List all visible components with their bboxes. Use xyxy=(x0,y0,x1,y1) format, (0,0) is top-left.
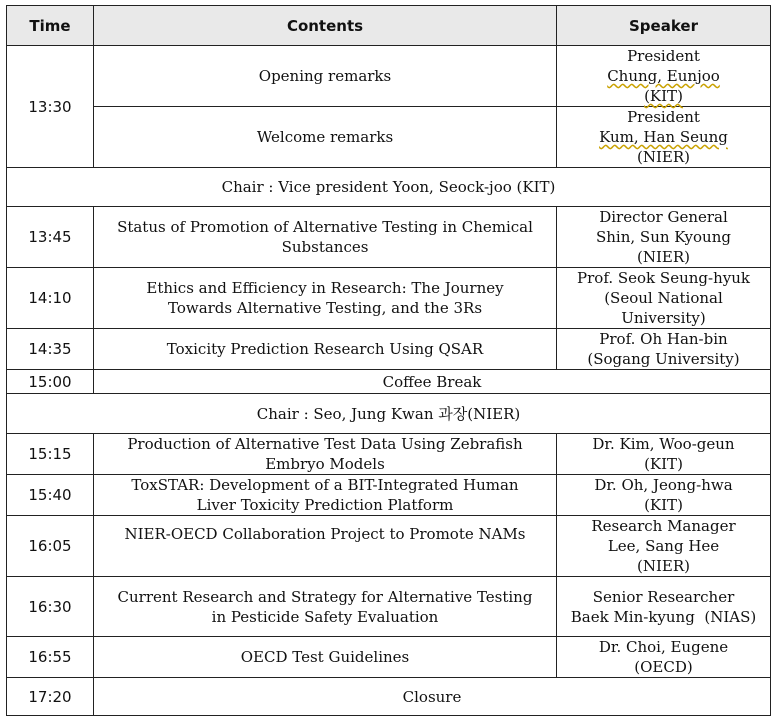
contents-line: Liver Toxicity Prediction Platform xyxy=(196,496,454,514)
table-row xyxy=(7,475,771,516)
contents-cell: Welcome remarks xyxy=(94,107,557,168)
table-row xyxy=(7,434,771,475)
speaker-affiliation: (Seoul National xyxy=(604,289,723,307)
chair-cell: Chair : Vice president Yoon, Seock-joo (KIT) xyxy=(7,168,771,207)
contents-line: Status of Promotion of Alternative Testing in Chemical xyxy=(117,218,533,236)
speaker-title: Senior Researcher xyxy=(592,587,735,606)
speaker-name: Lee, Sang Hee xyxy=(607,537,720,555)
speaker-cell xyxy=(557,516,771,577)
speaker-cell xyxy=(557,475,771,516)
chair-cell: Chair : Seo, Jung Kwan 과장(NIER) xyxy=(7,394,771,434)
contents-cell xyxy=(94,207,557,268)
speaker-cell xyxy=(557,329,771,370)
time-cell: 14:10 xyxy=(7,268,94,329)
speaker-affiliation: (OECD) xyxy=(634,658,693,676)
speaker-name: Chung, Eunjoo xyxy=(607,67,720,85)
speaker-affiliation: University) xyxy=(621,309,706,327)
speaker-cell xyxy=(557,434,771,475)
contents-cell: Closure xyxy=(94,678,771,716)
speaker-title: President xyxy=(627,47,700,65)
table-row xyxy=(7,268,771,329)
contents-cell: OECD Test Guidelines xyxy=(94,637,557,678)
time-cell: 14:35 xyxy=(7,329,94,370)
speaker-affiliation: (KIT) xyxy=(644,87,683,105)
table-row xyxy=(7,370,771,394)
contents-cell: Opening remarks xyxy=(94,46,557,107)
table-row xyxy=(7,329,771,370)
speaker-cell xyxy=(557,637,771,678)
speaker-affiliation: (KIT) xyxy=(644,496,683,514)
speaker-name: Prof. Seok Seung-hyuk xyxy=(577,269,750,287)
time-cell: 13:30 xyxy=(7,46,94,168)
speaker-affiliation: (NIER) xyxy=(637,248,690,266)
time-cell: 17:20 xyxy=(7,678,94,716)
speaker-cell xyxy=(557,207,771,268)
contents-cell xyxy=(94,475,557,516)
time-cell: 16:05 xyxy=(7,516,94,577)
program-table xyxy=(6,5,771,716)
time-cell: 16:55 xyxy=(7,637,94,678)
chair-row xyxy=(7,394,771,434)
speaker-name: Dr. Oh, Jeong-hwa xyxy=(594,476,733,494)
speaker-title: Director General xyxy=(599,208,728,226)
speaker-cell xyxy=(557,268,771,329)
table-row xyxy=(7,678,771,716)
contents-line: Embryo Models xyxy=(265,455,385,473)
table-row xyxy=(7,516,771,577)
contents-cell xyxy=(94,434,557,475)
contents-cell xyxy=(94,577,557,637)
contents-cell: NIER-OECD Collaboration Project to Promote NAMs xyxy=(94,516,557,577)
time-cell: 15:00 xyxy=(7,370,94,394)
time-cell: 15:40 xyxy=(7,475,94,516)
chair-row xyxy=(7,168,771,207)
speaker-affiliation: (Sogang University) xyxy=(587,350,740,368)
contents-cell xyxy=(94,268,557,329)
speaker-title: Research Manager xyxy=(591,517,736,535)
contents-cell: Toxicity Prediction Research Using QSAR xyxy=(94,329,557,370)
contents-line: ToxSTAR: Development of a BIT-Integrated Human xyxy=(131,476,519,494)
time-cell: 16:30 xyxy=(7,577,94,637)
header-time: Time xyxy=(7,6,94,46)
header-row xyxy=(7,6,771,46)
contents-cell: Coffee Break xyxy=(94,370,771,394)
table-row xyxy=(7,107,771,168)
speaker-affiliation: (NIER) xyxy=(637,148,690,166)
speaker-name: Kum, Han Seung xyxy=(599,128,728,146)
speaker-affiliation: (NIER) xyxy=(637,557,690,575)
header-speaker: Speaker xyxy=(557,6,771,46)
speaker-name: Dr. Choi, Eugene xyxy=(598,638,729,656)
table-row xyxy=(7,207,771,268)
speaker-affiliation: (KIT) xyxy=(644,455,683,473)
contents-line: Substances xyxy=(281,238,369,256)
contents-line: Production of Alternative Test Data Using Zebrafish xyxy=(127,435,523,453)
table-row xyxy=(7,577,771,637)
speaker-cell xyxy=(557,46,771,107)
time-cell: 13:45 xyxy=(7,207,94,268)
contents-line: in Pesticide Safety Evaluation xyxy=(211,607,439,626)
speaker-cell xyxy=(557,577,771,637)
header-contents: Contents xyxy=(94,6,557,46)
table-row xyxy=(7,46,771,107)
speaker-cell xyxy=(557,107,771,168)
speaker-name: Baek Min-kyung (NIAS) xyxy=(570,607,757,626)
time-cell: 15:15 xyxy=(7,434,94,475)
table-row xyxy=(7,637,771,678)
speaker-name: Dr. Kim, Woo-geun xyxy=(592,435,735,453)
speaker-title: President xyxy=(627,108,700,126)
contents-line: Towards Alternative Testing, and the 3Rs xyxy=(167,299,483,317)
speaker-name: Shin, Sun Kyoung xyxy=(596,228,731,246)
contents-line: Ethics and Efficiency in Research: The Journey xyxy=(146,279,504,297)
contents-line: Current Research and Strategy for Alternative Testing xyxy=(117,587,533,606)
speaker-name: Prof. Oh Han-bin xyxy=(599,330,728,348)
